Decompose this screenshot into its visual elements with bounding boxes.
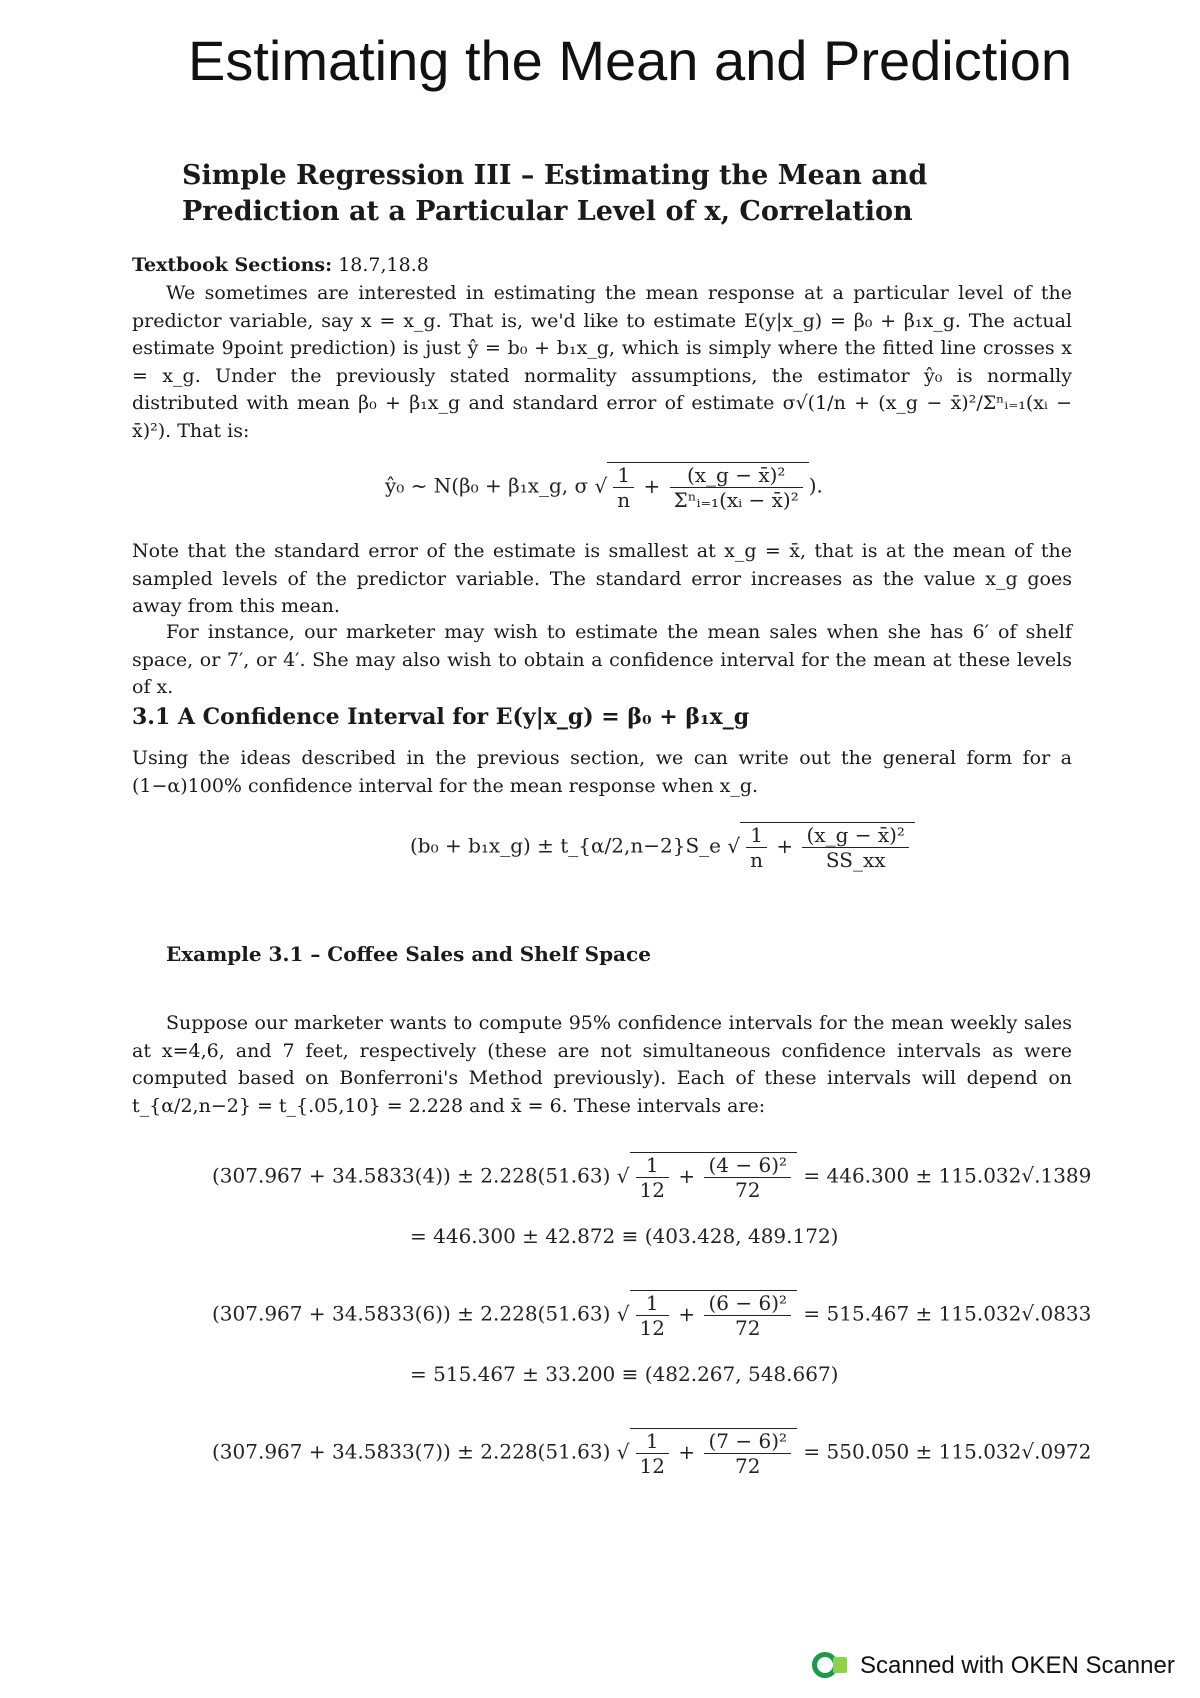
textbook-value: 18.7,18.8: [338, 254, 429, 276]
equation-confidence-interval: [410, 822, 915, 872]
instance-paragraph: For instance, our marketer may wish to estimate the mean sales when she has 6′ of shelf space, or 7′, or 4′. She may also wish to obtain a confidence interval for the mean at these levels of x.: [132, 621, 1072, 698]
calc-twelve: 12: [639, 1316, 665, 1340]
sqrt-symbol: √ $\frac{1}{12}$ + $\frac{\text{(7 − 6)²}}{72}$: [617, 1428, 797, 1478]
calc-row: [212, 1152, 1091, 1202]
calc-den: 72: [735, 1316, 761, 1340]
equation-distribution: [385, 462, 823, 512]
scanner-logo-icon: [812, 1650, 850, 1682]
calc-result: = 515.467 ± 33.200 ≡ (482.267, 548.667): [410, 1362, 839, 1386]
calc-row: [212, 1290, 1091, 1340]
calc-den: 72: [735, 1178, 761, 1202]
sqrt-symbol: √ $\frac{1}{n}$ + $\frac{\text{(x\_g − x̄)²}}{SS\_xx}$: [727, 822, 915, 872]
sqrt-symbol: √ $\frac{1}{12}$ + $\frac{\text{(6 − 6)²}}{72}$: [617, 1290, 797, 1340]
eq1-frac-num: (x_g − x̄)²: [670, 463, 803, 488]
intro-paragraph: We sometimes are interested in estimating the mean response at a particular level of the predictor variable, say x = x_g. That is, we'd like to estimate E(y|x_g) = β₀ + β₁x_g. The actual estimate 9point prediction) is just ŷ = b₀ + b₁x_g, which is simply where the fitted line crosses x = x_g. Under the previously stated normality assumptions, the estimator ŷ₀ is normally distributed with mean β₀ + β₁x_g and standard error of estimate σ√(1/n + (x_g − x̄)²/Σⁿᵢ₌₁(xᵢ − x̄)²). That is:: [132, 282, 1072, 442]
section-heading: 3.1 A Confidence Interval for E(y|x_g) = β₀ + β₁x_g: [132, 704, 750, 730]
eq1-frac-n: n: [617, 488, 631, 512]
subtitle: Simple Regression III – Estimating the Mean and Prediction at a Particular Level of x, Correlation: [182, 160, 928, 227]
eq2-frac-num: (x_g − x̄)²: [802, 823, 908, 848]
eq2-lhs: (b₀ + b₁x_g) ± t_{α/2,n−2}S_e: [410, 833, 721, 858]
calc-num: (4 − 6)²: [704, 1153, 791, 1178]
calc-lhs: (307.967 + 34.5833(7)) ± 2.228(51.63): [212, 1439, 611, 1464]
calc-one: 1: [636, 1291, 669, 1316]
calc-row: [212, 1428, 1091, 1478]
eq1-frac-den: Σⁿᵢ₌₁(xᵢ − x̄)²: [673, 488, 799, 512]
calc-den: 72: [735, 1454, 761, 1478]
calc-rhs: = 446.300 ± 115.032√.1389: [803, 1163, 1092, 1188]
textbook-sections: [132, 252, 1072, 280]
eq2-frac-den: SS_xx: [825, 848, 886, 872]
sqrt-symbol: √ $\frac{1}{n}$ + $\frac{\text{(x\_g − x̄)²}}{\text{Σⁿᵢ₌₁(xᵢ − x̄)²}}$: [595, 462, 809, 512]
calc-lhs: (307.967 + 34.5833(6)) ± 2.228(51.63): [212, 1301, 611, 1326]
scanner-watermark: [812, 1650, 1175, 1682]
textbook-label: Textbook Sections:: [132, 254, 333, 276]
scanner-text: Scanned with OKEN Scanner: [860, 1652, 1175, 1679]
calc-one: 1: [636, 1153, 669, 1178]
example-paragraph: Suppose our marketer wants to compute 95% confidence intervals for the mean weekly sales at x=4,6, and 7 feet, respectively (these are not simultaneous confidence intervals as were computed based on Bonferroni's Method previously). Each of these intervals will depend on t_{α/2,n−2} = t_{.05,10} = 2.228 and x̄ = 6. These intervals are:: [132, 1012, 1072, 1117]
sqrt-symbol: √ $\frac{1}{12}$ + $\frac{\text{(4 − 6)²}}{72}$: [617, 1152, 797, 1202]
calc-lhs: (307.967 + 34.5833(4)) ± 2.228(51.63): [212, 1163, 611, 1188]
note-paragraph: Note that the standard error of the estimate is smallest at x_g = x̄, that is at the mean of the sampled levels of the predictor variable. The standard error increases as the value x_g goes away from this mean.: [132, 540, 1072, 617]
calc-twelve: 12: [639, 1454, 665, 1478]
calc-rhs: = 550.050 ± 115.032√.0972: [803, 1439, 1092, 1464]
example-title: Example 3.1 – Coffee Sales and Shelf Space: [166, 942, 651, 966]
calc-one: 1: [636, 1429, 669, 1454]
eq1-tail: ).: [808, 473, 823, 498]
calc-result: = 446.300 ± 42.872 ≡ (403.428, 489.172): [410, 1224, 839, 1248]
eq2-frac-one: 1: [746, 823, 767, 848]
eq1-frac-one: 1: [613, 463, 634, 488]
calc-num: (6 − 6)²: [704, 1291, 791, 1316]
section-paragraph: Using the ideas described in the previous section, we can write out the general form for a (1−α)100% confidence interval for the mean response when x_g.: [132, 747, 1072, 797]
eq1-lhs: ŷ₀ ~ N(β₀ + β₁x_g, σ: [385, 473, 589, 498]
calc-num: (7 − 6)²: [704, 1429, 791, 1454]
calc-rhs: = 515.467 ± 115.032√.0833: [803, 1301, 1092, 1326]
page-title: Estimating the Mean and Prediction: [187, 29, 1073, 92]
calc-twelve: 12: [639, 1178, 665, 1202]
eq2-frac-n: n: [750, 848, 763, 872]
